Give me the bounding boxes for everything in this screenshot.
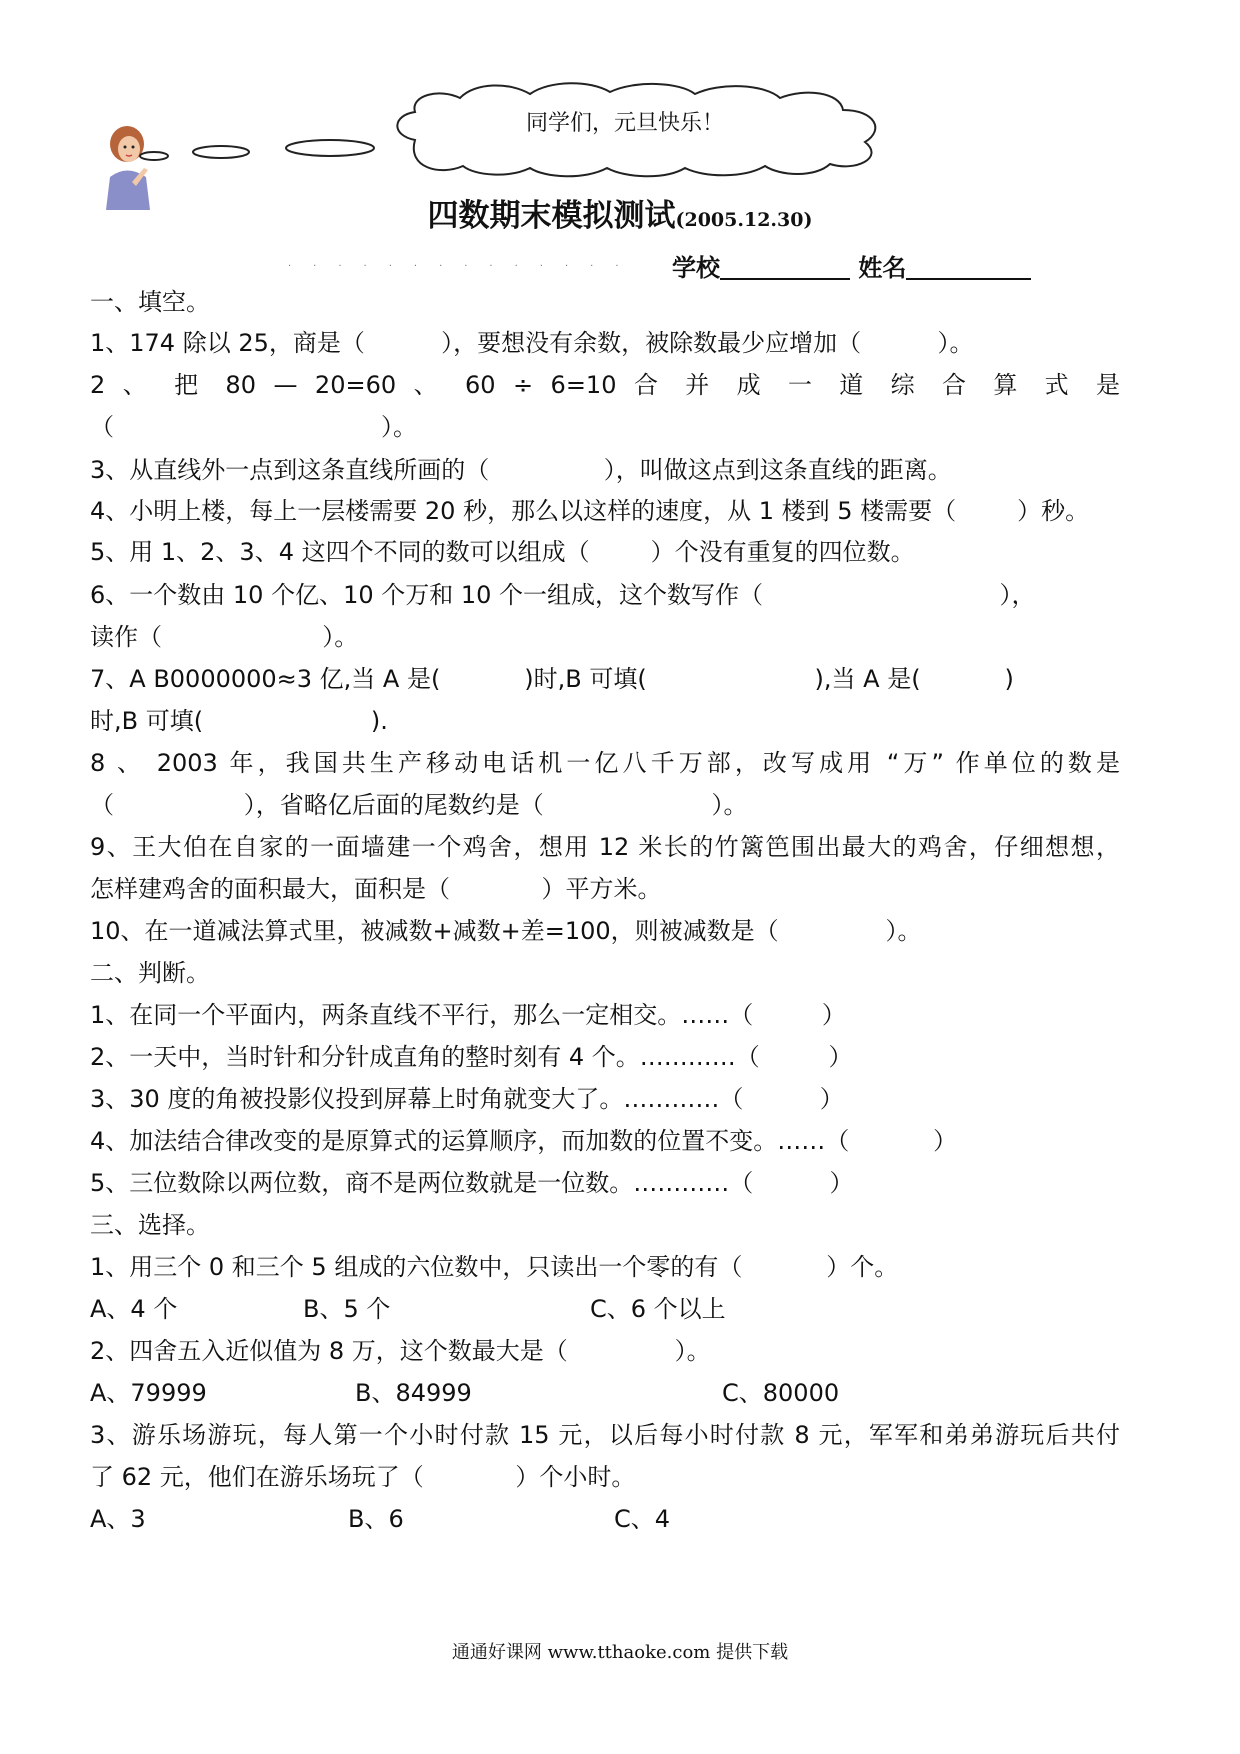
fill-q9b: 怎样建鸡舍的面积最大，面积是（ ）平方米。 bbox=[90, 875, 662, 903]
greeting-text: 同学们，元旦快乐！ bbox=[525, 111, 724, 136]
choice-q1-option-b: B、5 个 bbox=[303, 1295, 391, 1323]
fill-q10: 10、在一道减法算式里，被减数+减数+差=100，则被减数是（ ）。 bbox=[90, 917, 922, 945]
page-title bbox=[0, 190, 1240, 235]
fill-q1: 1、174 除以 25，商是（ ），要想没有余数，被除数最少应增加（ ）。 bbox=[90, 329, 974, 357]
choice-q2-option-a: A、79999 bbox=[90, 1379, 207, 1407]
footer-credit: 通通好课网 www.tthaoke.com 提供下载 bbox=[451, 1642, 789, 1663]
dotted-leader: .............. bbox=[288, 258, 641, 269]
choice-q1-option-c: C、6 个以上 bbox=[590, 1295, 726, 1323]
choice-q3a: 3、游乐场游玩，每人第一个小时付款 15 元，以后每小时付款 8 元，军军和弟弟游玩后共付 bbox=[90, 1421, 1120, 1449]
choice-q1: 1、用三个 0 和三个 5 组成的六位数中，只读出一个零的有（ ）个。 bbox=[90, 1253, 899, 1281]
choice-q3b: 了 62 元，他们在游乐场玩了（ ）个小时。 bbox=[90, 1463, 636, 1491]
judge-q1: 1、在同一个平面内，两条直线不平行，那么一定相交。……（ ） bbox=[90, 1001, 846, 1029]
choice-q2: 2、四舍五入近似值为 8 万，这个数最大是（ ）。 bbox=[90, 1337, 711, 1365]
fill-q9a: 9、王大伯在自家的一面墙建一个鸡舍，想用 12 米长的竹篱笆围出最大的鸡舍，仔细想想， bbox=[90, 833, 1120, 861]
title-date: (2005.12.30) bbox=[675, 209, 813, 231]
thought-bubbles bbox=[138, 136, 388, 166]
fill-q6b: 读作（ ）。 bbox=[90, 623, 359, 651]
fill-q6a: 6、一个数由 10 个亿、10 个万和 10 个一组成，这个数写作（ ）， bbox=[90, 581, 1036, 609]
judge-q5: 5、三位数除以两位数，商不是两位数就是一位数。…………（ ） bbox=[90, 1169, 854, 1197]
section-fill-heading: 一、填空。 bbox=[90, 288, 210, 316]
fill-q5: 5、用 1、2、3、4 这四个不同的数可以组成（ ）个没有重复的四位数。 bbox=[90, 538, 915, 566]
judge-q2: 2、一天中，当时针和分针成直角的整时刻有 4 个。…………（ ） bbox=[90, 1043, 853, 1071]
section-judge-heading: 二、判断。 bbox=[90, 959, 210, 987]
choice-q2-option-c: C、80000 bbox=[722, 1379, 840, 1407]
fill-q7b: 时,B 可填( ). bbox=[90, 707, 388, 735]
choice-q3-option-a: A、3 bbox=[90, 1505, 146, 1533]
choice-q3-option-b: B、6 bbox=[348, 1505, 404, 1533]
fill-q8a: 8 、 2003 年，我国共生产移动电话机一亿八千万部，改写成用 “万” 作单位的数是 bbox=[90, 749, 1120, 777]
school-field[interactable] bbox=[720, 278, 850, 280]
fill-q2a: 2 、 把 80 — 20=60 、 60 ÷ 6=10 合 并 成 一 道 综 合 算 式 是 bbox=[90, 371, 1120, 399]
fill-q4: 4、小明上楼，每上一层楼需要 20 秒，那么以这样的速度，从 1 楼到 5 楼需要（ ）秒。 bbox=[90, 497, 1090, 525]
choice-q2-option-b: B、84999 bbox=[355, 1379, 472, 1407]
school-label: 学校 bbox=[672, 253, 720, 282]
judge-q4: 4、加法结合律改变的是原算式的运算顺序，而加数的位置不变。……（ ） bbox=[90, 1127, 958, 1155]
fill-q7a: 7、A B0000000≈3 亿,当 A 是( )时,B 可填( ),当 A 是( ) bbox=[90, 665, 1014, 693]
choice-q1-option-a: A、4 个 bbox=[90, 1295, 178, 1323]
choice-q3-option-c: C、4 bbox=[614, 1505, 671, 1533]
name-field[interactable] bbox=[906, 278, 1031, 280]
title-text: 四数期末模拟测试 bbox=[427, 198, 676, 234]
name-label: 姓名 bbox=[858, 253, 907, 282]
fill-q3: 3、从直线外一点到这条直线所画的（ ），叫做这点到这条直线的距离。 bbox=[90, 456, 952, 484]
section-choice-heading: 三、选择。 bbox=[90, 1211, 210, 1239]
student-info bbox=[672, 248, 1031, 283]
judge-q3: 3、30 度的角被投影仪投到屏幕上时角就变大了。…………（ ） bbox=[90, 1085, 844, 1113]
fill-q2b: （ ）。 bbox=[90, 413, 418, 441]
fill-q8b: （ ），省略亿后面的尾数约是（ ）。 bbox=[90, 791, 748, 819]
